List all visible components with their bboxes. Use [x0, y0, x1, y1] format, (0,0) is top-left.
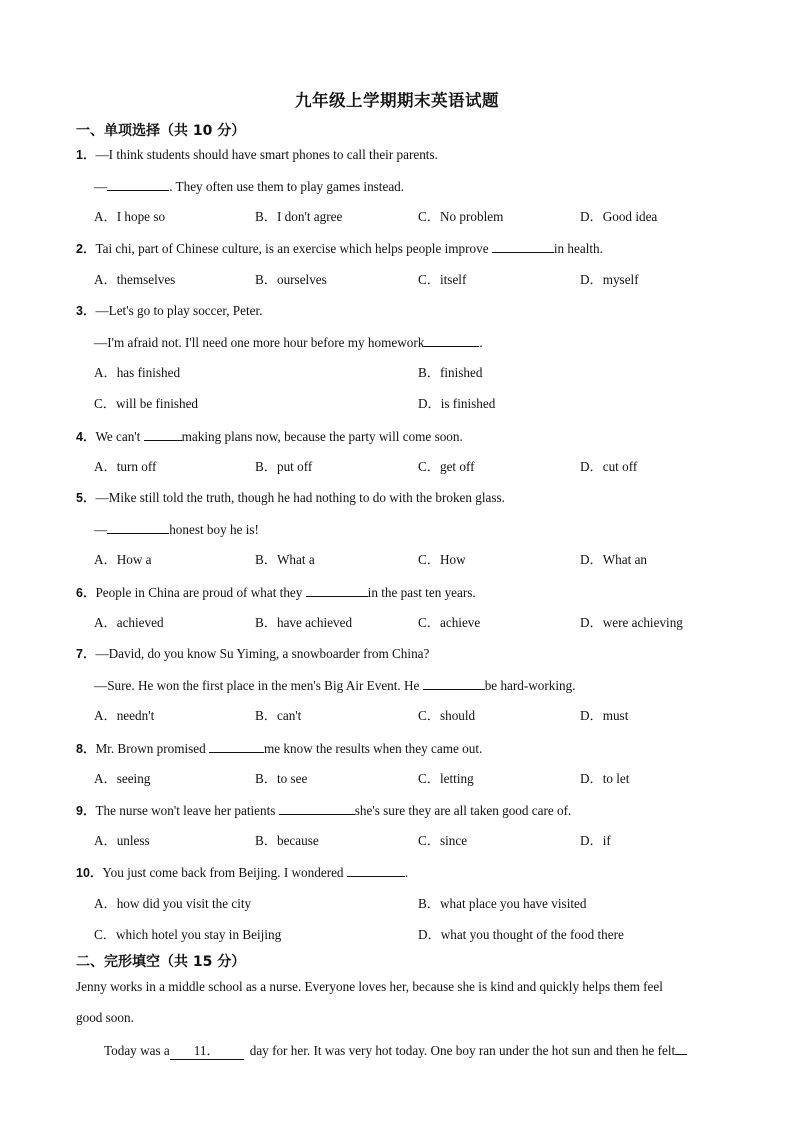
question-1-response — [94, 178, 404, 195]
question-7-response — [94, 677, 576, 694]
option-d[interactable]: D．myself — [580, 272, 639, 287]
option-c[interactable]: C．itself — [418, 272, 467, 287]
question-text: You just come back from Beijing. I wondered — [102, 865, 347, 880]
answer-blank[interactable] — [144, 428, 182, 441]
question-2 — [76, 240, 603, 257]
question-text: —David, do you know Su Yiming, a snowboarder from China? — [95, 646, 430, 661]
question-number: 3． — [76, 304, 96, 318]
option-b[interactable]: B．have achieved — [255, 615, 353, 630]
answer-blank[interactable] — [423, 677, 485, 690]
question-text: —Sure. He won the first place in the men's Big Air Event. He — [94, 678, 423, 693]
option-d[interactable]: D．cut off — [580, 459, 638, 474]
question-text-end: she's sure they are all taken good care of. — [354, 803, 572, 818]
passage-line: Jenny works in a middle school as a nurse. Everyone loves her, because she is kind and quickly helps them feel — [76, 979, 663, 994]
answer-blank[interactable] — [492, 240, 554, 253]
option-c[interactable]: C．since — [418, 833, 468, 848]
passage-text: Today was a — [104, 1043, 170, 1058]
cloze-blank-11[interactable]: 11． — [170, 1043, 244, 1060]
option-c[interactable]: C．achieve — [418, 615, 481, 630]
question-3-response — [94, 334, 483, 351]
option-d[interactable]: D．what you thought of the food there — [418, 927, 624, 942]
question-text: —Let's go to play soccer, Peter. — [95, 303, 263, 318]
option-a[interactable]: A．I hope so — [94, 209, 166, 224]
option-a[interactable]: A．has finished — [94, 365, 181, 380]
question-number: 10． — [76, 866, 103, 880]
question-7 — [76, 646, 429, 662]
question-text: Tai chi, part of Chinese culture, is an exercise which helps people improve — [95, 241, 492, 256]
option-c[interactable]: C．How — [418, 552, 466, 567]
question-number: 2． — [76, 242, 96, 256]
option-d[interactable]: D．must — [580, 708, 629, 723]
question-text-end: in the past ten years. — [367, 585, 476, 600]
answer-blank[interactable] — [347, 864, 405, 877]
option-c[interactable]: C．which hotel you stay in Beijing — [94, 927, 282, 942]
option-d[interactable]: D．to let — [580, 771, 630, 786]
option-a[interactable]: A．achieved — [94, 615, 164, 630]
question-text-end: be hard-working. — [484, 678, 576, 693]
question-8 — [76, 740, 482, 757]
question-number: 8． — [76, 742, 96, 756]
section-heading-multiple-choice: 一、单项选择（共 10 分） — [76, 123, 246, 139]
option-c[interactable]: C．No problem — [418, 209, 504, 224]
question-number: 5． — [76, 491, 96, 505]
question-number: 1． — [76, 148, 96, 162]
option-d[interactable]: D．Good idea — [580, 209, 658, 224]
option-a[interactable]: A．themselves — [94, 272, 176, 287]
option-a[interactable]: A．how did you visit the city — [94, 896, 252, 911]
question-9 — [76, 802, 571, 819]
question-text: Mr. Brown promised — [95, 741, 210, 756]
option-b[interactable]: B．put off — [255, 459, 313, 474]
option-a[interactable]: A．needn't — [94, 708, 155, 723]
answer-blank[interactable] — [209, 740, 264, 753]
answer-blank[interactable] — [306, 584, 368, 597]
question-number: 7． — [76, 647, 96, 661]
question-6 — [76, 584, 476, 601]
question-text-end: in health. — [553, 241, 603, 256]
answer-blank[interactable] — [107, 521, 169, 534]
question-5 — [76, 490, 505, 506]
question-text-end: honest boy he is! — [169, 522, 259, 537]
option-b[interactable]: B．because — [255, 833, 319, 848]
question-text-end: . — [479, 335, 483, 350]
question-3 — [76, 303, 262, 319]
passage-text: day for her. It was very hot today. One boy ran under the hot sun and then he felt — [249, 1043, 676, 1058]
option-c[interactable]: C．letting — [418, 771, 474, 786]
question-5-response — [94, 521, 259, 538]
exam-title: 九年级上学期期末英语试题 — [295, 91, 499, 110]
option-b[interactable]: B．finished — [418, 365, 483, 380]
question-text: . They often use them to play games instead. — [169, 179, 405, 194]
option-b[interactable]: B．ourselves — [255, 272, 327, 287]
question-number: 6． — [76, 586, 96, 600]
option-c[interactable]: C．should — [418, 708, 476, 723]
option-d[interactable]: D．What an — [580, 552, 648, 567]
section-heading-cloze: 二、完形填空（共 15 分） — [76, 954, 246, 970]
answer-blank[interactable] — [424, 334, 479, 347]
answer-blank[interactable] — [107, 178, 169, 191]
question-text: —I'm afraid not. I'll need one more hour before my homework — [94, 335, 425, 350]
question-text-end: making plans now, because the party will come soon. — [181, 429, 463, 444]
option-b[interactable]: B．what place you have visited — [418, 896, 587, 911]
answer-blank[interactable] — [279, 802, 355, 815]
option-a[interactable]: A．turn off — [94, 459, 157, 474]
question-text-end: me know the results when they came out. — [264, 741, 483, 756]
question-number: 4． — [76, 430, 96, 444]
option-a[interactable]: A．unless — [94, 833, 150, 848]
option-a[interactable]: A．seeing — [94, 771, 151, 786]
option-c[interactable]: C．will be finished — [94, 396, 199, 411]
option-d[interactable]: D．if — [580, 833, 611, 848]
question-text: People in China are proud of what they — [95, 585, 306, 600]
option-d[interactable]: D．were achieving — [580, 615, 683, 630]
option-d[interactable]: D．is finished — [418, 396, 496, 411]
question-number: 9． — [76, 804, 96, 818]
option-a[interactable]: A．How a — [94, 552, 152, 567]
dash: — — [94, 179, 108, 194]
passage-line: good soon. — [76, 1010, 134, 1025]
passage-paragraph-2 — [104, 1042, 687, 1060]
cloze-blank-12[interactable] — [675, 1042, 687, 1055]
question-10 — [76, 864, 408, 881]
question-1 — [76, 147, 438, 163]
question-4 — [76, 428, 463, 445]
option-b[interactable]: B．I don't agree — [255, 209, 343, 224]
question-text: The nurse won't leave her patients — [95, 803, 279, 818]
question-text: We can't — [95, 429, 144, 444]
question-text-end: . — [404, 865, 409, 880]
option-b[interactable]: B．to see — [255, 771, 308, 786]
option-b[interactable]: B．What a — [255, 552, 315, 567]
option-c[interactable]: C．get off — [418, 459, 475, 474]
option-b[interactable]: B．can't — [255, 708, 302, 723]
dash: — — [94, 522, 108, 537]
question-text: —I think students should have smart phones to call their parents. — [95, 147, 438, 162]
question-text: —Mike still told the truth, though he had nothing to do with the broken glass. — [95, 490, 505, 505]
